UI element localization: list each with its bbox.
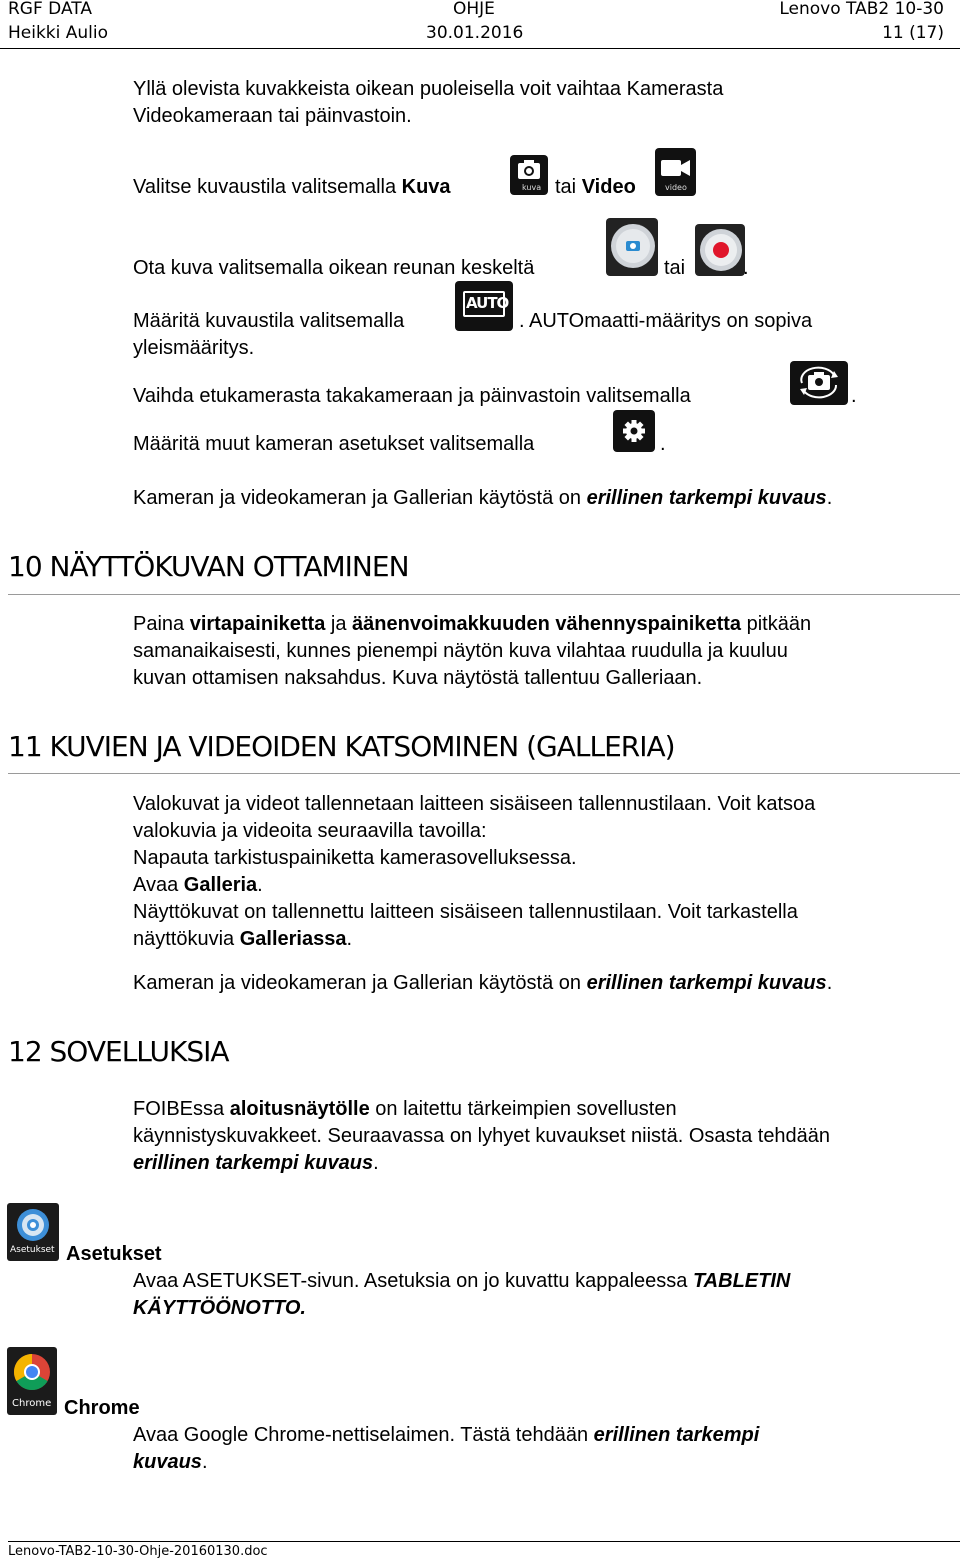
settings-app-title: Asetukset [66, 1243, 162, 1265]
switch-line: Vaihda etukamerasta takakameraan ja päinvastoin valitsemalla [133, 385, 691, 407]
shot-line: Ota kuva valitsemalla oikean reunan keskeltä [133, 257, 535, 279]
settings-app-desc-2 [133, 1295, 306, 1322]
section-11-title: 11 KUVIEN JA VIDEOIDEN KATSOMINEN (GALLERIA) [8, 730, 675, 763]
switch-end: . [851, 385, 857, 407]
chrome-app-desc-end: . [201, 1451, 208, 1473]
video-mode-icon-label: video [665, 183, 687, 192]
settings-app-desc-ref: TABLETIN [692, 1270, 791, 1292]
intro-line-1: Yllä olevista kuvakkeista oikean puoleisella voit vaihtaa Kamerasta [133, 78, 724, 100]
auto-line-2: . AUTOmaatti-määritys on sopiva [519, 310, 813, 332]
sec10-line-1 [133, 611, 811, 638]
sec11-more-link [133, 970, 832, 997]
sec10-text-c: ja [325, 613, 353, 635]
section-10-rule [8, 594, 960, 595]
auto-line: Määritä kuvaustila valitsemalla [133, 310, 405, 332]
chrome-app-desc-text: Avaa Google Chrome-nettiselaimen. Tästä tehdään [133, 1424, 594, 1446]
sec11-l4-end: . [257, 874, 263, 896]
header-author: Heikki Aulio [8, 23, 109, 43]
header-rule [0, 48, 960, 49]
chrome-app-desc-emph-2: kuvaus [133, 1451, 202, 1473]
sec10-line-2: samanaikaisesti, kunnes pienempi näytön kuva vilahtaa ruudulla ja kuuluu [133, 640, 788, 662]
sec11-line-2: valokuvia ja videoita seuraavilla tavoilla: [133, 820, 487, 842]
settings-app-icon[interactable] [7, 1203, 59, 1261]
section-11-rule [8, 773, 960, 774]
sec11-line-3: Napauta tarkistuspainiketta kamerasovelluksessa. [133, 847, 577, 869]
intro-more-end: . [826, 487, 833, 509]
sec11-more-emph: erillinen tarkempi kuvaus [586, 972, 827, 994]
sec11-line-5: Näyttökuvat on tallennettu laitteen sisäiseen tallennustilaan. Voit tarkastella [133, 901, 798, 923]
sec12-l3-end: . [373, 1152, 379, 1174]
chrome-app-icon[interactable] [7, 1347, 57, 1415]
chrome-app-desc-emph: erillinen tarkempi [593, 1424, 760, 1446]
sec11-l6-galleriassa: Galleriassa [239, 928, 347, 950]
mode-line [133, 174, 451, 201]
camera-settings-icon[interactable] [613, 410, 655, 452]
sec12-l1-rest: on laitettu tärkeimpien sovellusten [369, 1098, 677, 1120]
video-mode-icon[interactable] [655, 148, 696, 196]
intro-more-link [133, 485, 832, 512]
sec10-volume-button: äänenvoimakkuuden vähennyspainiketta [352, 613, 742, 635]
chrome-app-title: Chrome [64, 1397, 140, 1419]
header-doctype: OHJE [453, 0, 495, 19]
settings-app-icon-label: Asetukset [10, 1245, 55, 1255]
sec12-l3-emph: erillinen tarkempi kuvaus [133, 1152, 374, 1174]
settings-line: Määritä muut kameran asetukset valitsemalla [133, 433, 535, 455]
intro-more-emph: erillinen tarkempi kuvaus [586, 487, 827, 509]
auto-mode-icon[interactable] [455, 281, 513, 331]
sec11-line-4 [133, 872, 263, 899]
footer-filename: Lenovo-TAB2-10-30-Ohje-20160130.doc [8, 1544, 268, 1559]
sec12-line-2: käynnistyskuvakkeet. Seuraavassa on lyhyet kuvaukset niistä. Osasta tehdään [133, 1125, 831, 1147]
sec10-text-e: pitkään [741, 613, 812, 635]
settings-app-desc-ref-2: KÄYTTÖÖNOTTO. [133, 1297, 306, 1319]
sec11-l6-end: . [346, 928, 353, 950]
mode-text: Valitse kuvaustila valitsemalla [133, 176, 402, 198]
mode-kuva: Kuva [401, 176, 451, 198]
header-org: RGF DATA [8, 0, 92, 19]
sec10-power-button: virtapainiketta [189, 613, 326, 635]
sec11-line-6 [133, 926, 352, 953]
shot-end: . [743, 257, 749, 279]
record-icon[interactable] [695, 224, 745, 276]
sec11-l4-text: Avaa [133, 874, 184, 896]
mode-line-2 [555, 174, 636, 201]
switch-camera-icon[interactable] [790, 361, 848, 405]
settings-end: . [660, 433, 666, 455]
sec10-text-a: Paina [133, 613, 190, 635]
camera-mode-icon-label: kuva [522, 183, 542, 192]
header-date: 30.01.2016 [426, 23, 524, 43]
sec11-l4-galleria: Galleria [183, 874, 258, 896]
sec12-line-1 [133, 1096, 677, 1123]
settings-app-desc-1 [133, 1268, 790, 1295]
sec11-l6-text: näyttökuvia [133, 928, 240, 950]
sec10-line-3: kuvan ottamisen naksahdus. Kuva näytöstä tallentuu Galleriaan. [133, 667, 703, 689]
chrome-app-desc-2 [133, 1449, 208, 1476]
chrome-app-icon-label: Chrome [12, 1398, 52, 1409]
mode-video: Video [581, 176, 636, 198]
sec11-line-1: Valokuvat ja videot tallennetaan laitteen sisäiseen tallennustilaan. Voit katsoa [133, 793, 816, 815]
sec11-more-end: . [826, 972, 833, 994]
section-10-title: 10 NÄYTTÖKUVAN OTTAMINEN [8, 550, 409, 583]
section-12-title: 12 SOVELLUKSIA [8, 1035, 229, 1068]
shutter-icon[interactable] [606, 218, 658, 276]
sec12-l1-bold: aloitusnäytölle [229, 1098, 370, 1120]
auto-line-3: yleismääritys. [133, 337, 255, 359]
settings-app-desc-text: Avaa ASETUKSET-sivun. Asetuksia on jo kuvattu kappaleessa [133, 1270, 693, 1292]
camera-mode-icon[interactable] [510, 155, 548, 195]
mode-tai: tai [555, 176, 582, 198]
chrome-app-desc-1 [133, 1422, 759, 1449]
sec12-line-3 [133, 1150, 379, 1177]
sec12-l1-text: FOIBEssa [133, 1098, 230, 1120]
header-page-number: 11 (17) [882, 23, 944, 43]
intro-more-text: Kameran ja videokameran ja Gallerian käytöstä on [133, 487, 587, 509]
header-device: Lenovo TAB2 10-30 [779, 0, 944, 19]
auto-mode-icon-label: AUTO [466, 294, 509, 312]
sec11-more-text: Kameran ja videokameran ja Gallerian käytöstä on [133, 972, 587, 994]
footer-rule [8, 1541, 960, 1542]
shot-tai: tai [664, 257, 686, 279]
intro-line-2: Videokameraan tai päinvastoin. [133, 105, 412, 127]
